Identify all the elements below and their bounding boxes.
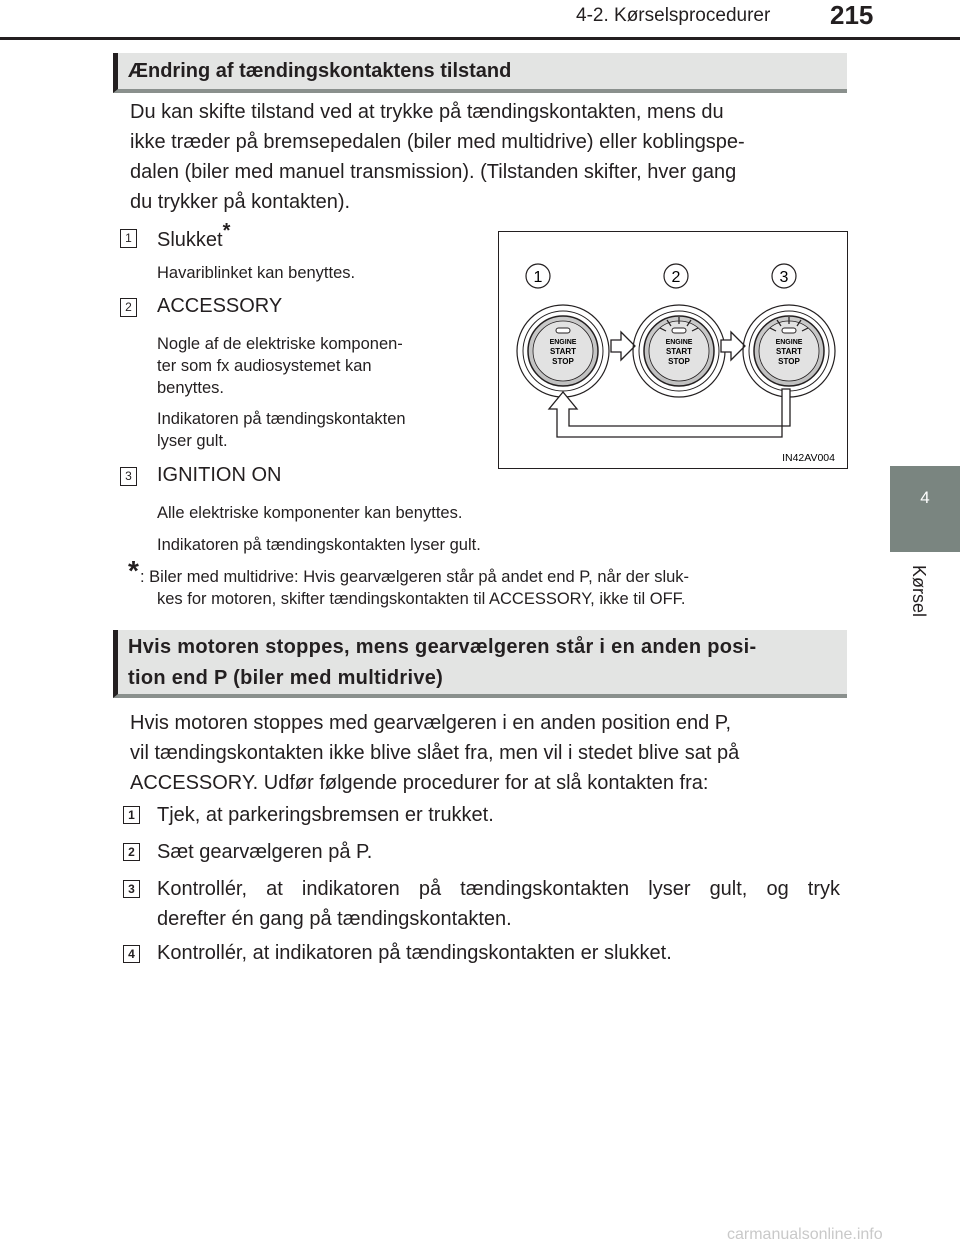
button-text: ENGINE: [665, 339, 693, 346]
step-text: Kontrollér, at indikatoren på tændingskontakten er slukket.: [157, 942, 672, 964]
intro-line: vil tændingskontakten ikke blive slået fra, men vil i stedet blive sat på: [130, 742, 740, 764]
section-title-line: Hvis motoren stoppes, mens gearvælgeren står i en anden posi-: [128, 636, 757, 658]
start-button-off: [517, 305, 609, 397]
intro-line: ikke træder på bremsepedalen (biler med multidrive) eller koblingspe-: [130, 131, 745, 153]
item-number-box: 3: [120, 467, 137, 486]
note-line: lyser gult.: [157, 432, 228, 450]
header-rule: [0, 37, 960, 40]
step-number-box: 4: [123, 945, 140, 963]
item-label: IGNITION ON: [157, 464, 282, 486]
item-label: ACCESSORY: [157, 295, 283, 317]
callout-3-label: 3: [779, 269, 789, 286]
intro-line: Hvis motoren stoppes med gearvælgeren i en anden position end P,: [130, 712, 732, 734]
note-line: Indikatoren på tændingskontakten lyser gult.: [157, 536, 481, 554]
intro-line: ACCESSORY. Udfør følgende procedurer for at slå kontakten fra:: [130, 772, 709, 794]
callout-3: [772, 264, 796, 288]
step-text: Tjek, at parkeringsbremsen er trukket.: [157, 804, 494, 826]
arrow-right-icon: [611, 332, 635, 360]
start-button-ignition-on: [743, 305, 835, 397]
button-text: ENGINE: [549, 339, 577, 346]
button-text: STOP: [552, 357, 574, 366]
footnote-text: [140, 566, 845, 610]
callout-1-label: 1: [533, 269, 543, 286]
step-number-box: 3: [123, 880, 140, 898]
intro-paragraph: [130, 708, 840, 798]
step-text: [157, 874, 840, 934]
callout-1: [526, 264, 550, 288]
step-text: Sæt gearvælgeren på P.: [157, 841, 373, 863]
figure-code: IN42AV004: [782, 452, 835, 464]
footnote-asterisk: *: [222, 220, 231, 242]
page-number: 215: [830, 0, 874, 30]
button-text: START: [665, 347, 693, 356]
chapter-label-wrap: [908, 565, 938, 645]
item-label-text: Slukket: [157, 229, 223, 251]
section-heading: 4-2. Kørselsprocedurer: [576, 5, 771, 26]
item-number-box: 1: [120, 229, 137, 248]
intro-paragraph: [130, 97, 840, 217]
section-title-bar: [113, 630, 847, 698]
note-line: Nogle af de elektriske komponen-: [157, 335, 403, 353]
footnote-mark: *: [128, 555, 139, 586]
step-number-box: 2: [123, 843, 140, 861]
footnote-line: kes for motoren, skifter tændingskontakten til ACCESSORY, ikke til OFF.: [157, 590, 686, 608]
callout-2-label: 2: [671, 269, 681, 286]
button-text: START: [775, 347, 803, 356]
button-text: START: [549, 347, 577, 356]
item-note: Havariblinket kan benyttes.: [157, 264, 356, 282]
step-number-box: 1: [123, 806, 140, 824]
note-line: Alle elektriske komponenter kan benyttes.: [157, 504, 463, 522]
note-line: Indikatoren på tændingskontakten: [157, 410, 406, 428]
callout-2: [664, 264, 688, 288]
footnote-line: : Biler med multidrive: Hvis gearvælgeren står på andet end P, når der sluk-: [140, 568, 690, 586]
item-number-box: 2: [120, 298, 137, 317]
ignition-diagram: [499, 232, 847, 468]
item-label: [157, 220, 231, 254]
chapter-label: Kørsel: [909, 565, 929, 618]
section-title-bar: [113, 53, 847, 93]
step-line: derefter én gang på tændingskontakten.: [157, 908, 512, 930]
intro-line: du trykker på kontakten).: [130, 191, 351, 213]
item-note: [157, 333, 479, 452]
button-text: ENGINE: [775, 339, 803, 346]
section-title: Ændring af tændingskontaktens tilstand: [128, 60, 512, 82]
note-line: benyttes.: [157, 379, 224, 397]
step-line: Kontrollér, at indikatoren på tændingskontakten lyser gult, og tryk: [157, 878, 840, 900]
chapter-number: 4: [920, 488, 930, 507]
start-button-accessory: [633, 305, 725, 397]
watermark: carmanualsonline.info: [727, 1226, 883, 1243]
button-text: STOP: [668, 357, 690, 366]
intro-line: dalen (biler med manuel transmission). (Tilstanden skifter, hver gang: [130, 161, 737, 183]
note-line: ter som fx audiosystemet kan: [157, 357, 372, 375]
section-title-line: tion end P (biler med multidrive): [128, 667, 444, 689]
section-title: [118, 630, 847, 694]
ignition-mode-figure: [498, 231, 848, 469]
intro-line: Du kan skifte tilstand ved at trykke på tændingskontakten, mens du: [130, 101, 724, 123]
button-text: STOP: [778, 357, 800, 366]
item-note: [157, 502, 797, 556]
chapter-tab: [890, 466, 960, 552]
